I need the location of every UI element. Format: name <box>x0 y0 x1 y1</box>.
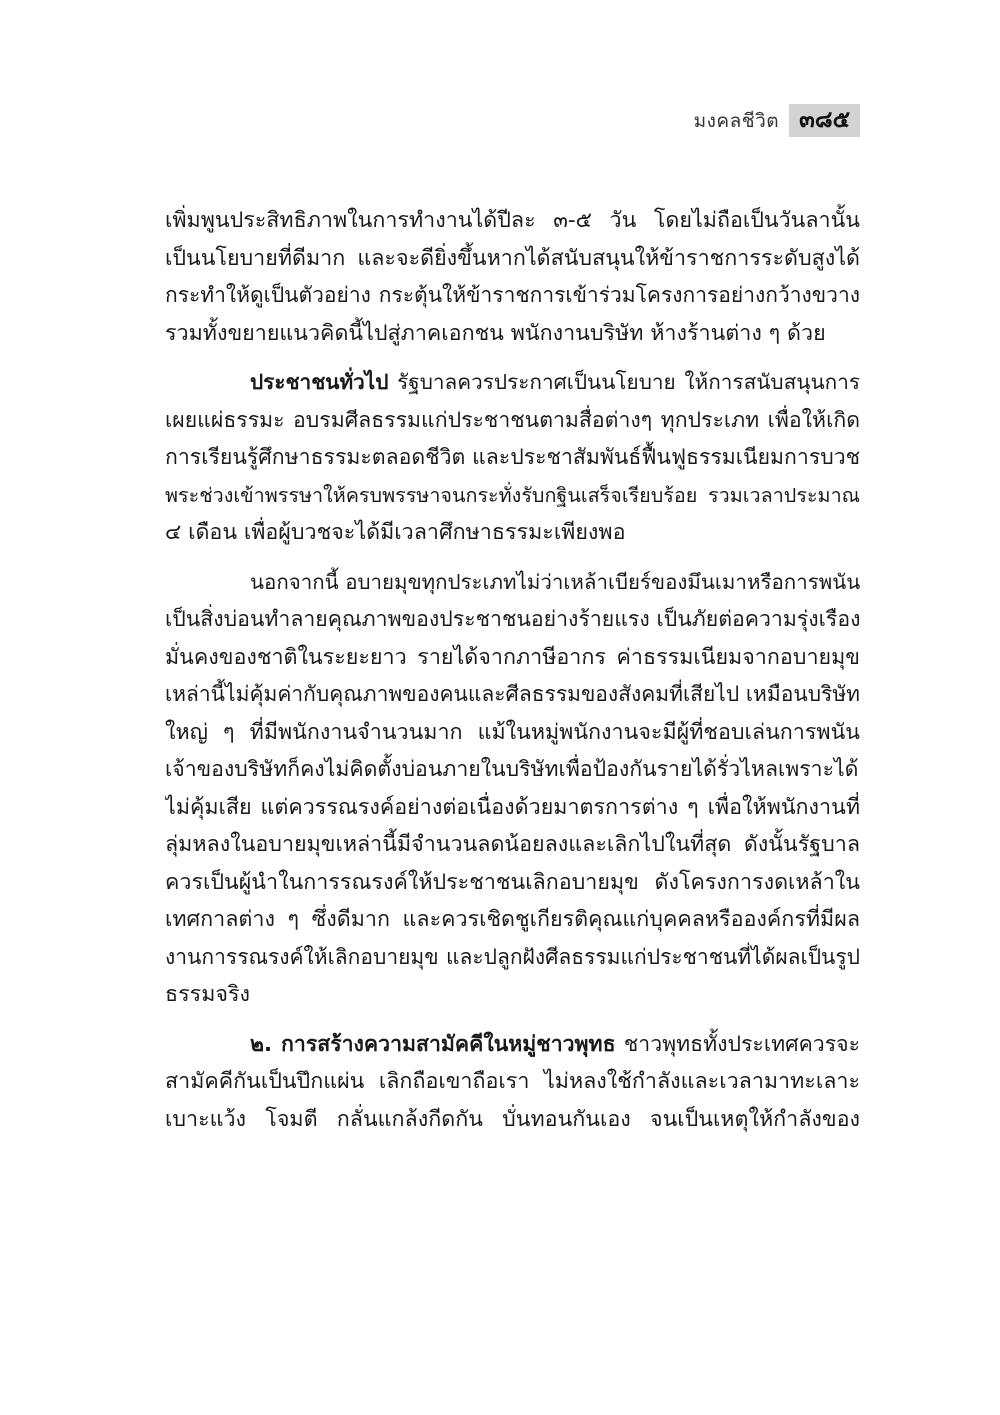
text-line: รวมทั้งขยายแนวคิดนี้ไปสู่ภาคเอกชน พนักงานบริษัท ห้างร้านต่าง ๆ ด้วย <box>165 320 826 346</box>
text-line: ไม่คุ้มเสีย แต่ควรรณรงค์อย่างต่อเนื่องด้วยมาตรการต่าง ๆ เพื่อให้พนักงานที่ <box>165 794 860 820</box>
text-line-rest: รัฐบาลควรประกาศเป็นนโยบาย ให้การสนับสนุนการ <box>388 370 860 394</box>
running-title: มงคลชีวิต <box>693 109 780 132</box>
text-line: เหล่านี้ไม่คุ้มค่ากับคุณภาพของคนและศีลธรรมของสังคมที่เสียไป เหมือนบริษัท <box>165 682 860 706</box>
text-line: พระช่วงเข้าพรรษาให้ครบพรรษาจนกระทั่งรับกฐินเสร็จเรียบร้อย รวมเวลาประมาณ <box>165 483 860 507</box>
text-line: ใหญ่ ๆ ที่มีพนักงานจำนวนมาก แม้ในหมู่พนักงานจะมีผู้ที่ชอบเล่นการพนัน <box>165 719 860 745</box>
paragraph-3 <box>165 564 860 1014</box>
text-line: ลุ่มหลงในอบายมุขเหล่านี้มีจำนวนลดน้อยลงและเลิกไปในที่สุด ดังนั้นรัฐบาล <box>165 832 860 857</box>
text-line: เพิ่มพูนประสิทธิภาพในการทำงานได้ปีละ ๓-๕ วัน โดยไม่ถือเป็นวันลานั้น <box>165 208 860 233</box>
paragraph-1 <box>165 202 860 352</box>
page-number: ๓๘๕ <box>789 104 860 137</box>
text-line: กระทำให้ดูเป็นตัวอย่าง กระตุ้นให้ข้าราชการเข้าร่วมโครงการอย่างกว้างขวาง <box>165 283 860 307</box>
text-line: งานการรณรงค์ให้เลิกอบายมุข และปลูกฝังศีลธรรมแก่ประชาชนที่ได้ผลเป็นรูป <box>165 944 860 969</box>
text-line: ควรเป็นผู้นำในการรณรงค์ให้ประชาชนเลิกอบายมุข ดังโครงการงดเหล้าใน <box>165 869 860 895</box>
paragraph-4 <box>165 1026 860 1139</box>
body-text <box>165 202 860 1150</box>
text-line: เป็นนโยบายที่ดีมาก และจะดียิ่งขึ้นหากได้สนับสนุนให้ข้าราชการระดับสูงได้ <box>165 245 860 271</box>
text-line: ๔ เดือน เพื่อผู้บวชจะได้มีเวลาศึกษาธรรมะเพียงพอ <box>165 520 626 545</box>
text-line: เบาะแว้ง โจมตี กลั่นแกล้งกีดกัน บั่นทอนกันเอง จนเป็นเหตุให้กำลังของ <box>165 1106 860 1132</box>
text-line: มั่นคงของชาติในระยะยาว รายได้จากภาษีอากร ค่าธรรมเนียมจากอบายมุข <box>165 644 860 670</box>
text-line: สามัคคีกันเป็นปึกแผ่น เลิกถือเขาถือเรา ไม่หลงใช้กำลังและเวลามาทะเลาะ <box>165 1069 860 1094</box>
text-line: ธรรมจริง <box>165 982 251 1007</box>
text-line <box>165 1026 860 1064</box>
text-line <box>165 364 860 402</box>
paragraph-lead: ประชาชนทั่วไป <box>250 370 389 394</box>
text-line-rest: ชาวพุทธทั้งประเทศควรจะ <box>615 1031 860 1057</box>
text-line: เจ้าของบริษัทก็คงไม่คิดตั้งบ่อนภายในบริษัทเพื่อป้องกันรายได้รั่วไหลเพราะได้ <box>165 757 859 782</box>
text-line: นอกจากนี้ อบายมุขทุกประเภทไม่ว่าเหล้าเบียร์ของมึนเมาหรือการพนัน <box>250 569 860 594</box>
text-line: เผยแผ่ธรรมะ อบรมศีลธรรมแก่ประชาชนตามสื่อต่างๆ ทุกประเภท เพื่อให้เกิด <box>165 407 860 433</box>
paragraph-2 <box>165 364 860 552</box>
section-heading: ๒. การสร้างความสามัคคีในหมู่ชาวพุทธ <box>250 1031 616 1057</box>
page-header <box>694 104 860 137</box>
text-line: เทศกาลต่าง ๆ ซึ่งดีมาก และควรเชิดชูเกียรติคุณแก่บุคคลหรือองค์กรที่มีผล <box>165 907 860 932</box>
text-line: การเรียนรู้ศึกษาธรรมะตลอดชีวิต และประชาสัมพันธ์ฟื้นฟูธรรมเนียมการบวช <box>165 445 860 470</box>
text-line: เป็นสิ่งบ่อนทำลายคุณภาพของประชาชนอย่างร้ายแรง เป็นภัยต่อความรุ่งเรือง <box>165 607 860 632</box>
